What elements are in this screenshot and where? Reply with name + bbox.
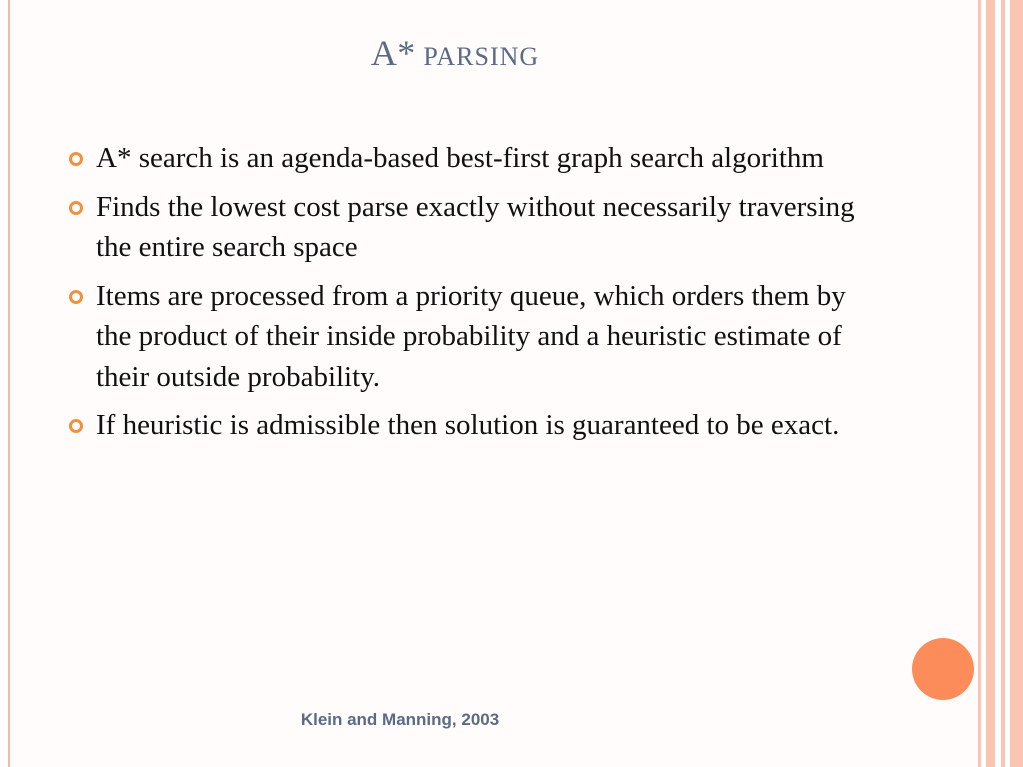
bullet-text: A* search is an agenda-based best-first graph search algorithm [96,142,824,174]
bullet-text: Items are processed from a priority queue, which orders them by the product of their inside probability and a heuristic estimate of their outside probability. [96,279,846,393]
bullet-text: Finds the lowest cost parse exactly without necessarily traversing the entire search space [96,190,855,263]
bullet-circle-icon [69,152,83,166]
bullet-circle-icon [69,290,83,304]
title-rest: PARSING [415,42,540,71]
title-first: A* [370,33,416,73]
bullet-item [66,138,866,179]
bullet-circle-icon [69,201,83,215]
slide-title [0,32,910,74]
bullet-item [66,276,866,398]
citation-footer: Klein and Manning, 2003 [300,710,500,729]
right-stripe [978,0,981,767]
right-stripe [1010,0,1023,767]
decorative-orange-circle [912,638,974,700]
bullet-item [66,187,866,268]
bullet-text: If heuristic is admissible then solution is guaranteed to be exact. [96,409,840,441]
right-stripe [986,0,995,767]
bullet-list [66,138,866,454]
bullet-item [66,405,866,446]
right-stripe [1001,0,1005,767]
bullet-circle-icon [69,419,83,433]
